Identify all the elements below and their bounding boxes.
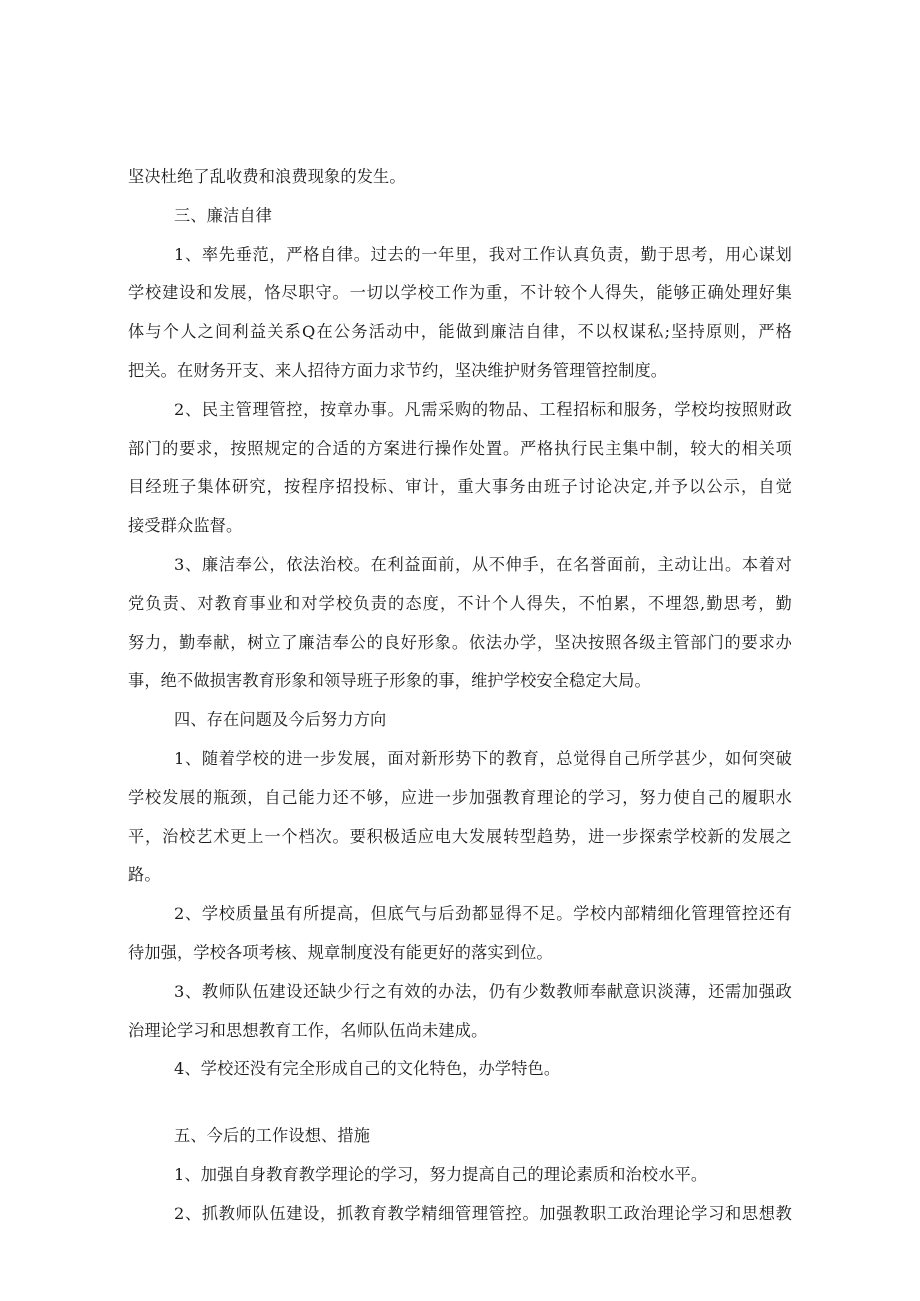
paragraph-line: 部门的要求，按照规定的合适的方案进行操作处置。严格执行民主集中制，较大的相关项	[128, 438, 792, 458]
paragraph-line: 坚决杜绝了乱收费和浪费现象的发生。	[128, 167, 406, 186]
paragraph-line: 平，治校艺术更上一个档次。要积极适应电大发展转型趋势，进一步探索学校新的发展之	[128, 826, 792, 846]
paragraph-line: 2、学校质量虽有所提高，但底气与后劲都显得不足。学校内部精细化管理管控还有	[174, 904, 792, 924]
paragraph-line: 2、抓教师队伍建设，抓教育教学精细管理管控。加强教职工政治理论学习和思想教	[174, 1203, 792, 1223]
paragraph-line: 学校建设和发展，恪尽职守。一切以学校工作为重，不计较个人得失，能够正确处理好集	[128, 283, 792, 303]
paragraph-line: 1、随着学校的进一步发展，面对新形势下的教育，总觉得自己所学甚少，如何突破	[174, 748, 792, 768]
document-body	[128, 158, 792, 1234]
section-heading-problems: 四、存在问题及今后努力方向	[174, 710, 387, 730]
paragraph-line: 2、民主管理管控，按章办事。凡需采购的物品、工程招标和服务，学校均按照财政	[174, 399, 792, 419]
paragraph-gap	[128, 1089, 792, 1117]
paragraph-line: 努力，勤奉献，树立了廉洁奉公的良好形象。依法办学，坚决按照各级主管部门的要求办	[128, 632, 792, 652]
paragraph-line: 3、廉洁奉公，依法治校。在利益面前，从不伸手，在名誉面前，主动让出。本着对	[174, 554, 792, 574]
paragraph-line: 3、教师队伍建设还缺少行之有效的办法，仍有少数教师奉献意识淡薄，还需加强政	[174, 981, 792, 1001]
paragraph-line: 目经班子集体研究，按程序招投标、审计，重大事务由班子讨论决定,并予以公示，自觉	[128, 477, 792, 497]
paragraph-line: 待加强，学校各项考核、规章制度没有能更好的落实到位。	[128, 942, 553, 962]
paragraph-line: 1、率先垂范，严格自律。过去的一年里，我对工作认真负责，勤于思考，用心谋划	[174, 244, 792, 264]
paragraph-line: 体与个人之间利益关系Q在公务活动中，能做到廉洁自律，不以权谋私;坚持原则，严格	[128, 322, 792, 342]
paragraph-line: 党负责、对教育事业和对学校负责的态度，不计个人得失，不怕累，不埋怨,勤思考，勤	[128, 593, 792, 613]
paragraph-line: 治理论学习和思想教育工作，名师队伍尚未建成。	[128, 1020, 488, 1040]
paragraph-line: 学校发展的瓶颈，自己能力还不够，应进一步加强教育理论的学习，努力使自己的履职水	[128, 787, 792, 807]
paragraph-line: 事，绝不做损害教育形象和领导班子形象的事，维护学校安全稳定大局。	[128, 671, 651, 691]
section-heading-integrity: 三、廉洁自律	[174, 205, 273, 225]
paragraph-line: 路。	[128, 865, 161, 885]
paragraph-line: 接受群众监督。	[128, 516, 243, 536]
paragraph-line: 把关。在财务开支、来人招待方面力求节约，坚决维护财务管理管控制度。	[128, 360, 668, 380]
paragraph-line: 1、加强自身教育教学理论的学习，努力提高自己的理论素质和治校水平。	[174, 1164, 708, 1184]
section-heading-plans: 五、今后的工作设想、措施	[174, 1126, 371, 1146]
paragraph-line: 4、学校还没有完全形成自己的文化特色，办学特色。	[174, 1059, 561, 1079]
